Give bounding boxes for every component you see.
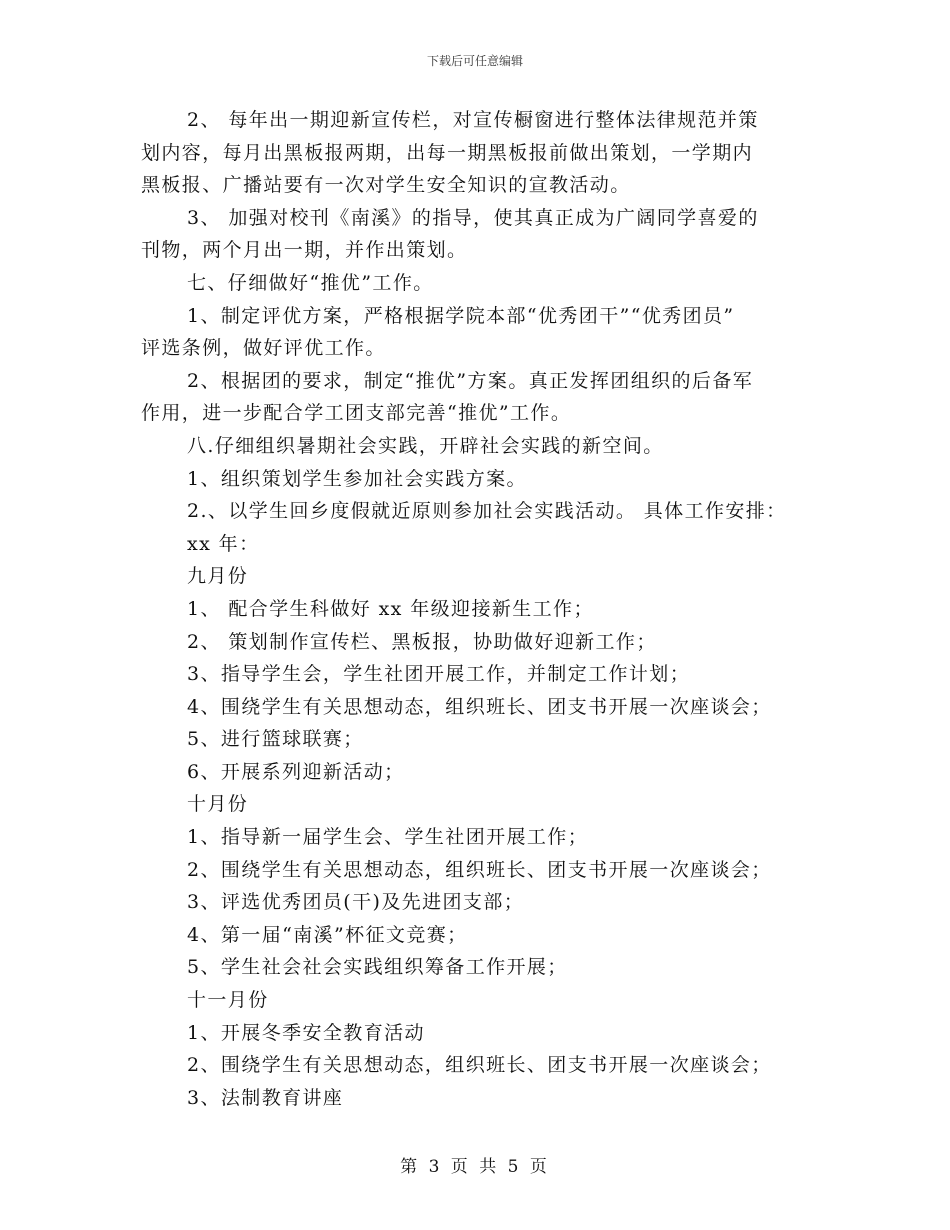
text-line: 刊物，两个月出一期，并作出策划。: [141, 239, 468, 262]
text-line: 1、组织策划学生参加社会实践方案。: [187, 467, 527, 490]
text-line: 4、第一届“南溪”杯征文竞赛；: [187, 923, 468, 946]
text-line: 九月份: [187, 565, 249, 588]
text-line: 1、开展冬季安全教育活动: [187, 1021, 425, 1044]
text-line: 2、围绕学生有关思想动态，组织班长、团支书开展一次座谈会；: [187, 1054, 772, 1077]
text-line: 十月份: [187, 793, 249, 816]
text-line: 十一月份: [187, 989, 269, 1012]
text-line: 1、指导新一届学生会、学生社团开展工作；: [187, 826, 589, 849]
text-line: 2、根据团的要求，制定“推优”方案。真正发挥团组织的后备军: [187, 369, 754, 392]
text-line: 1、制定评优方案，严格根据学院本部“优秀团干”“优秀团员”: [187, 304, 735, 327]
text-line: 3、法制教育讲座: [187, 1086, 344, 1109]
text-line: xx 年：: [187, 532, 260, 555]
text-line: 2、 每年出一期迎新宣传栏，对宣传橱窗进行整体法律规范并策: [187, 109, 759, 131]
text-line: 2、围绕学生有关思想动态，组织班长、团支书开展一次座谈会；: [187, 858, 772, 881]
page-number-footer: 第 3 页 共 5 页: [400, 1157, 550, 1177]
text-line: 5、进行篮球联赛；: [187, 728, 364, 751]
text-line: 6、开展系列迎新活动；: [187, 760, 405, 783]
text-line: 3、 加强对校刊《南溪》的指导，使其真正成为广阔同学喜爱的: [187, 206, 759, 229]
text-line: 3、评选优秀团员(干)及先进团支部；: [187, 891, 525, 914]
text-line: 4、围绕学生有关思想动态，组织班长、团支书开展一次座谈会；: [187, 695, 772, 718]
text-line: 划内容，每月出黑板报两期，出每一期黑板报前做出策划，一学期内: [141, 141, 754, 164]
text-line: 评选条例，做好评优工作。: [141, 337, 386, 360]
text-line: 3、指导学生会，学生社团开展工作，并制定工作计划；: [187, 663, 691, 686]
text-line: 5、学生社会社会实践组织筹备工作开展；: [187, 956, 568, 979]
text-line: 1、 配合学生科做好 xx 年级迎接新生工作；: [187, 597, 594, 620]
text-line: 八.仔细组织暑期社会实践，开辟社会实践的新空间。: [187, 434, 664, 457]
text-line: 作用，进一步配合学工团支部完善“推优”工作。: [141, 402, 572, 425]
document-body: [141, 104, 809, 1114]
page-header: 下载后可任意编辑: [426, 54, 523, 68]
text-line: 2、 策划制作宣传栏、黑板报，协助做好迎新工作；: [187, 630, 657, 653]
text-line: 七、仔细做好“推优”工作。: [187, 271, 434, 294]
text-line: 黑板报、广播站要有一次对学生安全知识的宣教活动。: [141, 174, 631, 197]
text-line: 2.、以学生回乡度假就近原则参加社会实践活动。 具体工作安排：: [187, 500, 787, 523]
